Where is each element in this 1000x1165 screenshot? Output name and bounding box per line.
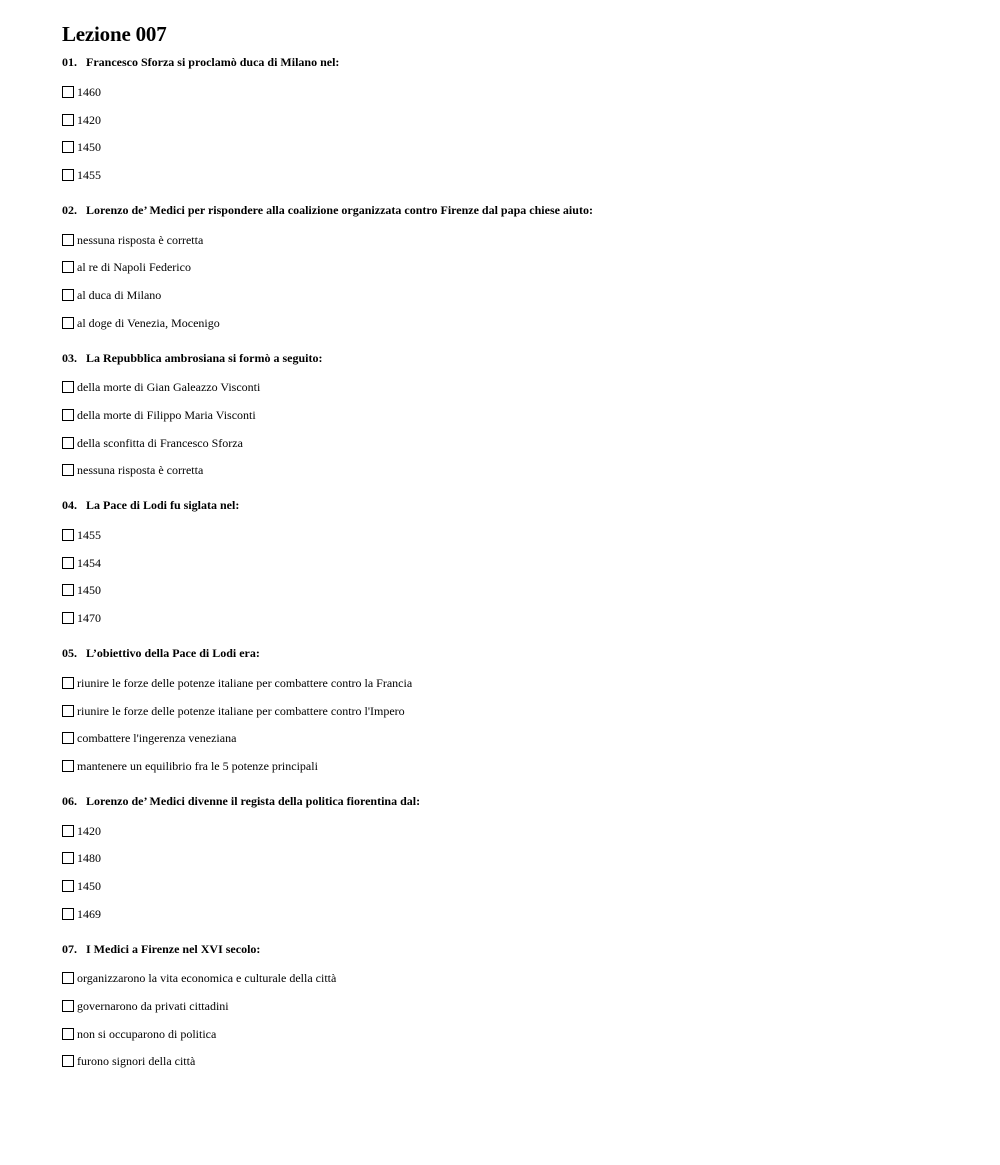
answer-label: 1450: [77, 140, 101, 155]
answer-checkbox[interactable]: [62, 409, 74, 421]
question-7: [62, 937, 962, 1076]
answer-checkbox[interactable]: [62, 1055, 74, 1067]
answer-option[interactable]: [62, 1020, 962, 1048]
question-prompt: Lorenzo de’ Medici per rispondere alla coalizione organizzata contro Firenze dal papa chiese aiuto:: [86, 202, 593, 217]
question-text: [62, 50, 962, 78]
answer-label: 1480: [77, 851, 101, 866]
answer-checkbox[interactable]: [62, 1000, 74, 1012]
question-number: 03.: [62, 350, 77, 365]
answer-option[interactable]: [62, 457, 962, 485]
question-text: [62, 937, 962, 965]
answer-checkbox[interactable]: [62, 1028, 74, 1040]
answer-checkbox[interactable]: [62, 612, 74, 624]
answer-checkbox[interactable]: [62, 880, 74, 892]
question-number: 01.: [62, 55, 77, 69]
answer-option[interactable]: [62, 161, 962, 189]
answer-option[interactable]: [62, 549, 962, 577]
answer-option[interactable]: [62, 253, 962, 281]
question-text: [62, 346, 962, 374]
answer-label: 1469: [77, 906, 101, 921]
answer-option[interactable]: [62, 401, 962, 429]
answer-label: 1450: [77, 583, 101, 598]
answer-label: organizzarono la vita economica e culturale della città: [77, 971, 337, 986]
answer-label: nessuna risposta è corretta: [77, 463, 204, 478]
answer-option[interactable]: [62, 106, 962, 134]
question-2: [62, 198, 962, 337]
answer-checkbox[interactable]: [62, 557, 74, 569]
question-prompt: La Pace di Lodi fu siglata nel:: [86, 498, 240, 513]
answer-checkbox[interactable]: [62, 705, 74, 717]
answer-checkbox[interactable]: [62, 852, 74, 864]
answer-checkbox[interactable]: [62, 289, 74, 301]
answer-label: governarono da privati cittadini: [77, 999, 229, 1014]
answer-option[interactable]: [62, 577, 962, 605]
answer-checkbox[interactable]: [62, 114, 74, 126]
answer-label: riunire le forze delle potenze italiane per combattere contro l'Impero: [77, 703, 405, 718]
answer-option[interactable]: [62, 521, 962, 549]
answer-checkbox[interactable]: [62, 169, 74, 181]
answer-checkbox[interactable]: [62, 529, 74, 541]
answer-label: della morte di Gian Galeazzo Visconti: [77, 380, 261, 395]
question-5: [62, 641, 962, 780]
answer-label: al duca di Milano: [77, 287, 162, 302]
answer-checkbox[interactable]: [62, 381, 74, 393]
answer-option[interactable]: [62, 965, 962, 993]
answer-checkbox[interactable]: [62, 141, 74, 153]
quiz-page: [62, 20, 962, 1075]
answer-checkbox[interactable]: [62, 584, 74, 596]
question-1: [62, 50, 962, 189]
answer-option[interactable]: [62, 900, 962, 928]
answer-label: mantenere un equilibrio fra le 5 potenze principali: [77, 758, 318, 773]
answer-label: nessuna risposta è corretta: [77, 232, 204, 247]
question-list: [62, 50, 962, 1075]
answer-option[interactable]: [62, 872, 962, 900]
question-prompt: La Repubblica ambrosiana si formò a seguito:: [86, 350, 323, 365]
answer-label: combattere l'ingerenza veneziana: [77, 731, 237, 746]
answer-option[interactable]: [62, 669, 962, 697]
answer-checkbox[interactable]: [62, 86, 74, 98]
answer-checkbox[interactable]: [62, 825, 74, 837]
answer-option[interactable]: [62, 697, 962, 725]
question-number: 04.: [62, 498, 77, 513]
answer-option[interactable]: [62, 1048, 962, 1076]
question-4: [62, 493, 962, 632]
answer-checkbox[interactable]: [62, 732, 74, 744]
question-number: 05.: [62, 646, 77, 660]
answer-label: 1470: [77, 611, 101, 626]
answer-label: 1420: [77, 112, 101, 127]
answer-checkbox[interactable]: [62, 261, 74, 273]
answer-label: della sconfitta di Francesco Sforza: [77, 435, 243, 450]
answer-option[interactable]: [62, 226, 962, 254]
question-6: [62, 789, 962, 928]
question-text: [62, 493, 962, 521]
question-text: [62, 641, 962, 669]
answer-label: 1454: [77, 555, 101, 570]
answer-label: 1420: [77, 823, 101, 838]
answer-option[interactable]: [62, 844, 962, 872]
question-prompt: Francesco Sforza si proclamò duca di Milano nel:: [86, 55, 340, 69]
answer-checkbox[interactable]: [62, 234, 74, 246]
question-text: [62, 789, 962, 817]
answer-option[interactable]: [62, 281, 962, 309]
answer-checkbox[interactable]: [62, 464, 74, 476]
answer-option[interactable]: [62, 752, 962, 780]
question-prompt: L’obiettivo della Pace di Lodi era:: [86, 646, 260, 660]
answer-checkbox[interactable]: [62, 908, 74, 920]
answer-label: della morte di Filippo Maria Visconti: [77, 408, 256, 423]
question-3: [62, 346, 962, 485]
answer-option[interactable]: [62, 309, 962, 337]
answer-checkbox[interactable]: [62, 317, 74, 329]
answer-label: al doge di Venezia, Mocenigo: [77, 315, 220, 330]
question-text: [62, 198, 962, 226]
answer-checkbox[interactable]: [62, 437, 74, 449]
answer-label: 1460: [77, 84, 101, 99]
answer-label: 1455: [77, 528, 101, 543]
answer-option[interactable]: [62, 724, 962, 752]
answer-option[interactable]: [62, 817, 962, 845]
answer-checkbox[interactable]: [62, 677, 74, 689]
question-number: 07.: [62, 941, 77, 956]
answer-option[interactable]: [62, 992, 962, 1020]
answer-label: furono signori della città: [77, 1054, 196, 1069]
answer-option[interactable]: [62, 78, 962, 106]
question-number: 06.: [62, 793, 77, 808]
answer-label: al re di Napoli Federico: [77, 260, 191, 275]
answer-option[interactable]: [62, 604, 962, 632]
answer-label: riunire le forze delle potenze italiane per combattere contro la Francia: [77, 675, 413, 690]
question-prompt: I Medici a Firenze nel XVI secolo:: [86, 941, 261, 956]
question-prompt: Lorenzo de’ Medici divenne il regista della politica fiorentina dal:: [86, 793, 421, 808]
answer-checkbox[interactable]: [62, 972, 74, 984]
answer-label: 1455: [77, 167, 101, 182]
answer-option[interactable]: [62, 133, 962, 161]
page-title: Lezione 007: [62, 22, 167, 46]
answer-option[interactable]: [62, 374, 962, 402]
question-number: 02.: [62, 202, 77, 217]
answer-label: 1450: [77, 878, 101, 893]
answer-checkbox[interactable]: [62, 760, 74, 772]
answer-label: non si occuparono di politica: [77, 1026, 217, 1041]
answer-option[interactable]: [62, 429, 962, 457]
